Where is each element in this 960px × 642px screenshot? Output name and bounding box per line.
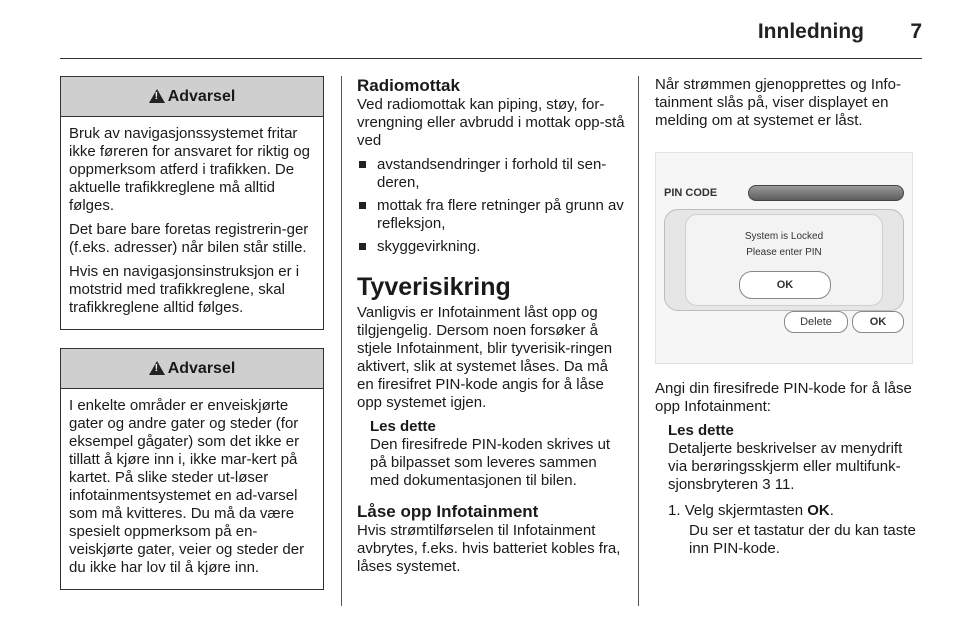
step-key: OK bbox=[807, 502, 830, 519]
warning-header bbox=[61, 349, 323, 389]
note-text: Den firesifrede PIN-koden skrives ut på bilpasset som leveres sammen med dokumentasjonen til bilen. bbox=[370, 436, 611, 489]
step-subtext: Du ser et tastatur der du kan taste inn PIN-kode. bbox=[689, 522, 916, 557]
unlock-heading: Låse opp Infotainment bbox=[357, 502, 539, 521]
warning-box-2 bbox=[60, 348, 324, 590]
unlock-text: Hvis strømtilførselen til Infotainment avbrytes, f.eks. hvis batteriet kobles fra, låses systemet. bbox=[357, 522, 621, 575]
warning-text: Bruk av navigasjonssystemet fritar ikke føreren for ansvaret for riktig og oppmerksom atferd i trafikken. De aktuelle trafikkreglene må alltid følges. bbox=[69, 125, 310, 214]
warning-box-1 bbox=[60, 76, 324, 330]
warning-title: Advarsel bbox=[167, 87, 236, 105]
column-divider bbox=[341, 76, 342, 606]
warning-title: Advarsel bbox=[167, 359, 236, 377]
note-block bbox=[357, 418, 625, 490]
ok-button: OK bbox=[852, 311, 904, 333]
enter-pin-message: Please enter PIN bbox=[746, 247, 822, 258]
step-text: Velg skjermtasten bbox=[684, 502, 804, 519]
note-title: Les dette bbox=[370, 418, 436, 435]
step-number: 1. bbox=[668, 502, 681, 519]
warning-header bbox=[61, 77, 323, 117]
warning-text: I enkelte områder er enveiskjørte gater og andre gater og steder (for eksempel gågater) som det ikke er tillatt å kjøre inn i, ikke mar-kert på kartet. På slike steder ut-løser infotainmentsystemet en ad-varsel som må kvitteres. Du må da være spesielt oppmerksom på en-veiskjørte gater, veier og steder der du ikke har lov til å kjøre inn. bbox=[69, 397, 305, 576]
warning-triangle-icon bbox=[149, 361, 165, 375]
warning-text: Hvis en navigasjonsinstruksjon er i motstrid med trafikkreglene, skal trafikkreglene alltid følges. bbox=[69, 263, 300, 316]
step-item: 1. Velg skjermtasten OK. bbox=[668, 502, 834, 519]
middle-column bbox=[357, 76, 625, 582]
warning-triangle-icon bbox=[149, 89, 165, 103]
note-text: Detaljerte beskrivelser av menydrift via berøringsskjerm eller multifunk-sjonsbryteren 3 11. bbox=[668, 440, 903, 493]
theft-heading: Tyverisikring bbox=[357, 273, 511, 301]
list-item: mottak fra flere retninger på grunn av refleksjon, bbox=[357, 197, 625, 233]
note-title: Les dette bbox=[668, 422, 734, 439]
page-number: 7 bbox=[910, 20, 922, 43]
pin-input-field bbox=[748, 185, 904, 201]
radio-text: Ved radiomottak kan piping, støy, for-vrengning eller avbrudd i mottak opp-stå ved bbox=[357, 96, 625, 149]
right-column bbox=[655, 76, 923, 558]
page-ref-icon: 3 bbox=[762, 476, 771, 493]
pin-screen-image bbox=[655, 152, 913, 364]
intro-text: Når strømmen gjenopprettes og Info-tainment slås på, viser displayet en melding om at systemet er låst. bbox=[655, 76, 901, 129]
dialog-ok-button: OK bbox=[739, 271, 831, 299]
locked-dialog bbox=[664, 209, 904, 311]
after-image-text: Angi din firesifrede PIN-kode for å låse opp Infotainment: bbox=[655, 380, 912, 415]
radio-heading: Radiomottak bbox=[357, 76, 460, 95]
list-item: avstandsendringer i forhold til sen-deren, bbox=[357, 156, 625, 192]
delete-button: Delete bbox=[784, 311, 848, 333]
radio-bullet-list bbox=[357, 156, 625, 256]
list-item: skyggevirkning. bbox=[357, 238, 625, 256]
theft-text: Vanligvis er Infotainment låst opp og tilgjengelig. Dersom noen forsøker å stjele Infotainment, blir tyverisik-ringen aktivert, slik at systemet låses. Da må en firesifret PIN-kode angis for å låse opp systemet igjen. bbox=[357, 304, 613, 411]
page-title: Innledning bbox=[757, 20, 864, 43]
note-block bbox=[655, 422, 923, 494]
locked-message: System is Locked bbox=[744, 231, 824, 242]
pin-code-label: PIN CODE bbox=[664, 187, 718, 199]
column-divider bbox=[638, 76, 639, 606]
warning-text: Det bare bare foretas registrerin-ger (f.eks. adresser) når bilen står stille. bbox=[69, 221, 309, 256]
page-header bbox=[60, 0, 922, 59]
